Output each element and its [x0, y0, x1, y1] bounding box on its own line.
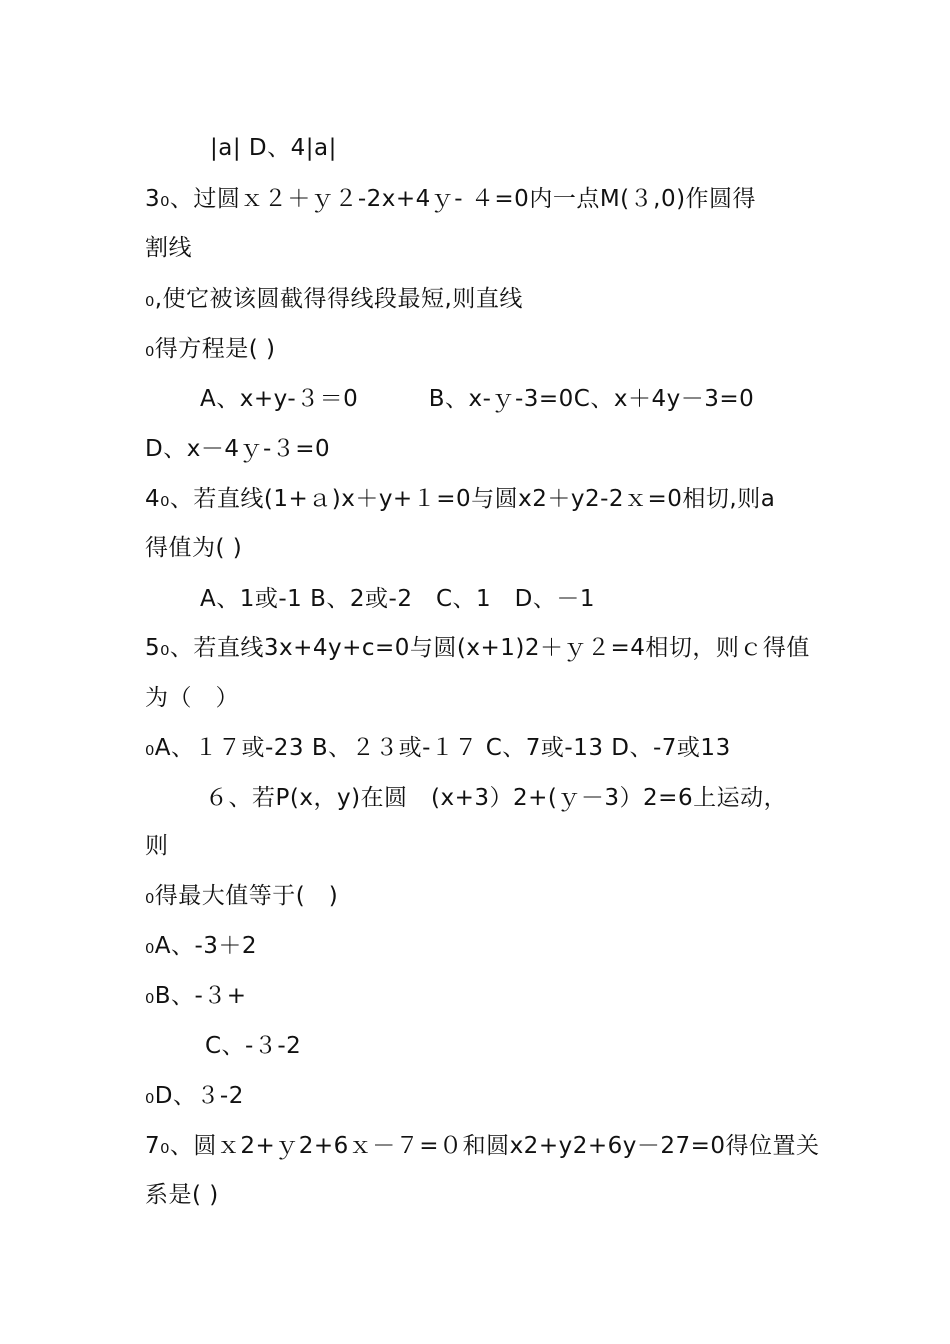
question-7-line-2: 系是( ) [145, 1182, 219, 1208]
question-3-line-3: ₀,使它被该圆截得得线段最短,则直线 [145, 286, 523, 312]
question-6-option-d: ₀D、３-2 [145, 1083, 244, 1109]
question-6-line-2: 则 [145, 833, 169, 859]
question-6-option-b: ₀B、-３+ [145, 983, 247, 1009]
question-3-option-d: D、x－4ｙ-３=0 [145, 436, 331, 462]
question-6-option-c: C、-３-2 [205, 1033, 302, 1059]
question-3-line-1: 3₀、过圆ｘ２＋ｙ２-2x+4ｙ- ４=0内一点M(３,0)作圆得 [145, 186, 757, 212]
question-6-line-1: ６、若P(x，y)在圆 (x+3）2+(ｙ－3）2=6上运动， [205, 785, 788, 811]
question-5-line-1: 5₀、若直线3x+4y+c=0与圆(x+1)2＋ｙ２=4相切，则ｃ得值 [145, 635, 810, 661]
question-5-line-2: 为（ ） [145, 685, 239, 711]
question-6-option-a: ₀A、-3＋2 [145, 933, 258, 959]
question-5-options: ₀A、１７或-23 B、２３或-１７ C、7或-13 D、-7或13 [145, 735, 731, 761]
question-3-line-4: ₀得方程是( ) [145, 336, 276, 362]
question-3-options: A、x+y-３＝0 B、x-ｙ-3=0C、x＋4y－3=0 [200, 386, 755, 412]
question-7-line-1: 7₀、圆ｘ2+ｙ2+6ｘ－７=０和圆x2+y2+6y－27=0得位置关 [145, 1133, 820, 1159]
question-4-options: A、1或-1 B、2或-2 C、1 D、－1 [200, 586, 595, 612]
question-3-line-2: 割线 [145, 235, 192, 261]
question-6-line-3: ₀得最大值等于( ) [145, 883, 339, 909]
question-4-line-2: 得值为( ) [145, 535, 243, 561]
question-4-line-1: 4₀、若直线(1+ａ)x＋y+１=0与圆x2＋y2-2ｘ=0相切,则a [145, 486, 776, 512]
text-line: |a| D、4|a| [210, 135, 337, 161]
